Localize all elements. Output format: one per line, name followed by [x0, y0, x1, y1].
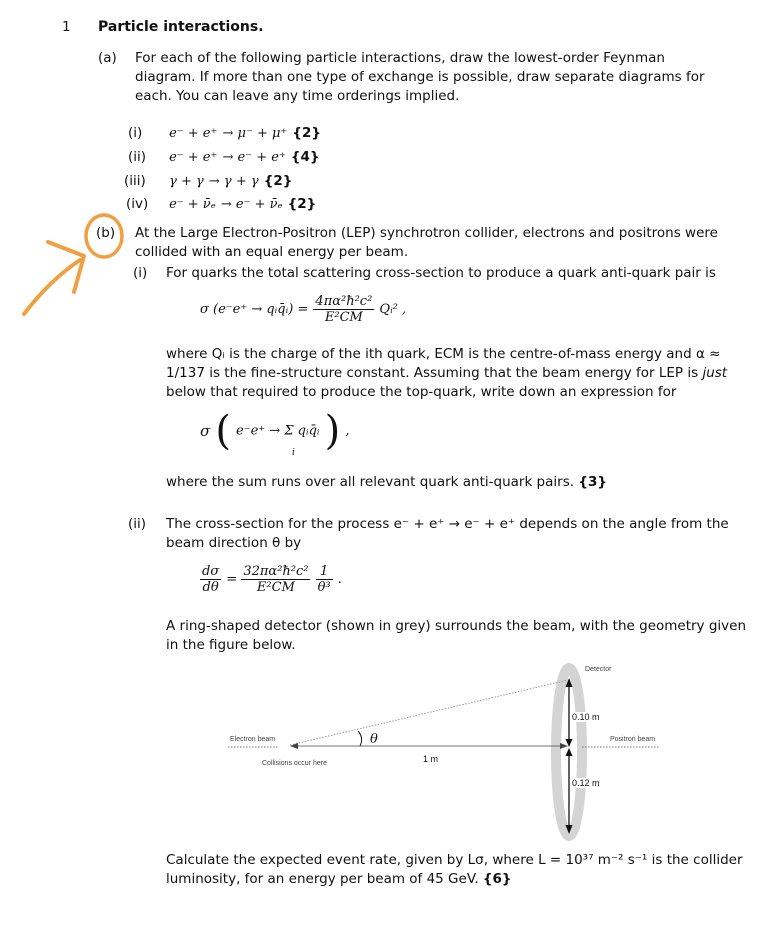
- sum-subscript: i: [292, 448, 295, 458]
- item-lhs: e⁻ + e⁺: [169, 126, 218, 141]
- angle-arc: [358, 731, 362, 746]
- part-b-i-label: (i): [133, 265, 148, 281]
- part-a-item-1: (i) e⁻ + e⁺ → μ⁻ + μ⁺ {2}: [128, 125, 321, 141]
- part-b-ii-marks: {6}: [482, 871, 512, 887]
- eq-coefficient-den: E²CM: [256, 580, 295, 595]
- part-b-i-where-1: where Qᵢ is the charge of the ith quark, ECM is the centre-of-mass energy and α ≈: [166, 346, 721, 362]
- part-a-label: (a): [98, 50, 117, 66]
- eq-derivative-num: dσ: [202, 564, 220, 579]
- eq-denominator: E²CM: [324, 310, 363, 325]
- lower-distance-label: 0.12 m: [572, 778, 600, 788]
- after-text: where the sum runs over all relevant quark anti-quark pairs.: [166, 474, 575, 490]
- lower-arrow-head-top: [566, 748, 573, 756]
- baseline-arrow-right: [560, 743, 568, 749]
- item-lhs: e⁻ + e⁺: [169, 150, 218, 165]
- item-label: (i): [128, 125, 143, 141]
- annotation-circle: [86, 215, 122, 257]
- eq-coefficient-num: 32πα²ħ²c²: [243, 564, 309, 579]
- question-title: Particle interactions.: [98, 19, 264, 35]
- eq-numerator: 4πα²ħ²c²: [315, 294, 373, 309]
- item-marks: {2}: [287, 196, 317, 212]
- item-label: (iii): [124, 173, 146, 189]
- equation-sum: σ ( e⁻e⁺ → Σ qᵢq̄ᵢ ) ,: [200, 408, 350, 454]
- baseline-label: 1 m: [423, 754, 439, 764]
- item-marks: {2}: [292, 125, 321, 141]
- part-b-i-where-3: below that required to produce the top-quark, write down an expression for: [166, 384, 677, 400]
- item-marks: {4}: [290, 149, 320, 165]
- sum-expression: e⁻e⁺ → Σ qᵢq̄ᵢ: [236, 423, 320, 439]
- part-b-i-intro: For quarks the total scattering cross-section to produce a quark anti-quark pair is: [166, 265, 716, 281]
- detector-label: Detector: [585, 666, 612, 673]
- eq-derivative-den: dθ: [202, 580, 219, 595]
- part-a-item-3: (iii) γ + γ → γ + γ {2}: [124, 173, 293, 189]
- item-label: (iv): [126, 196, 149, 212]
- angle-line: [290, 680, 568, 745]
- item-marks: {2}: [263, 173, 293, 189]
- part-b-ii-intro-1: The cross-section for the process e⁻ + e⁺ → e⁻ + e⁺ depends on the angle from the: [166, 516, 729, 532]
- eq-angle-num: 1: [316, 564, 333, 580]
- upper-distance-label: 0.10 m: [572, 712, 600, 722]
- annotation-arrow-shaft: [24, 260, 80, 314]
- part-b-text: At the Large Electron-Positron (LEP) synchrotron collider, electrons and positrons were collided with an equal energy per beam.: [135, 225, 718, 260]
- electron-beam-label: Electron beam: [230, 736, 276, 743]
- part-b-ii-label: (ii): [128, 516, 147, 532]
- part-a-item-4: (iv) e⁻ + ν̄ₑ → e⁻ + ν̄ₑ {2}: [126, 196, 317, 212]
- item-lhs: e⁻ + ν̄ₑ: [169, 197, 216, 212]
- item-rhs: e⁻ + e⁺: [237, 150, 286, 165]
- part-b-label: (b): [96, 225, 116, 241]
- eq-lhs: σ (e⁻e⁺ → qᵢq̄ᵢ) =: [200, 302, 309, 317]
- eq-tail: Qᵢ² ,: [379, 302, 407, 317]
- item-lhs: γ + γ: [169, 174, 204, 189]
- part-a-text: For each of the following particle interactions, draw the lowest-order Feynman diagram. If more than one type of exchange is possible, draw separate diagrams for each. You can leave any time orderings implied.: [135, 50, 705, 104]
- where-2-emphasis: just: [702, 365, 728, 381]
- part-b-ii-intro-2: beam direction θ by: [166, 535, 302, 551]
- item-label: (ii): [128, 149, 147, 165]
- item-rhs: γ + γ: [223, 174, 259, 189]
- eq-angle-den: θ³: [317, 580, 331, 595]
- equation-dsigma: $\frac{d\sigma}{d\theta}$ = $\frac{\text{32πα²ħ²c²}}{\text{E²CM}}$ $\frac{1}{\text{θ³}}$ .: [202, 564, 342, 595]
- collision-label: Collisions occur here: [262, 760, 327, 767]
- positron-beam-label: Positron beam: [610, 736, 656, 743]
- part-b-i-marks: {3}: [578, 474, 607, 490]
- where-2-text: 1/137 is the fine-structure constant. Assuming that the beam energy for LEP is: [166, 365, 703, 381]
- item-rhs: μ⁻ + μ⁺: [237, 126, 288, 141]
- angle-label: θ: [370, 732, 378, 747]
- final-text-1: Calculate the expected event rate, given by Lσ, where L = 10³⁷ m⁻² s⁻¹ is the collider: [166, 852, 743, 868]
- final-text-2-body: luminosity, for an energy per beam of 45 GeV.: [166, 871, 479, 887]
- part-a-item-2: (ii) e⁻ + e⁺ → e⁻ + e⁺ {4}: [128, 149, 320, 165]
- question-number: 1: [62, 19, 71, 35]
- item-rhs: e⁻ + ν̄ₑ: [235, 197, 283, 212]
- detector-text-1: A ring-shaped detector (shown in grey) surrounds the beam, with the geometry given: [166, 618, 747, 634]
- annotation-arrow-head: [48, 242, 84, 292]
- final-text-2: [166, 870, 512, 889]
- detector-text-2: in the figure below.: [166, 637, 296, 653]
